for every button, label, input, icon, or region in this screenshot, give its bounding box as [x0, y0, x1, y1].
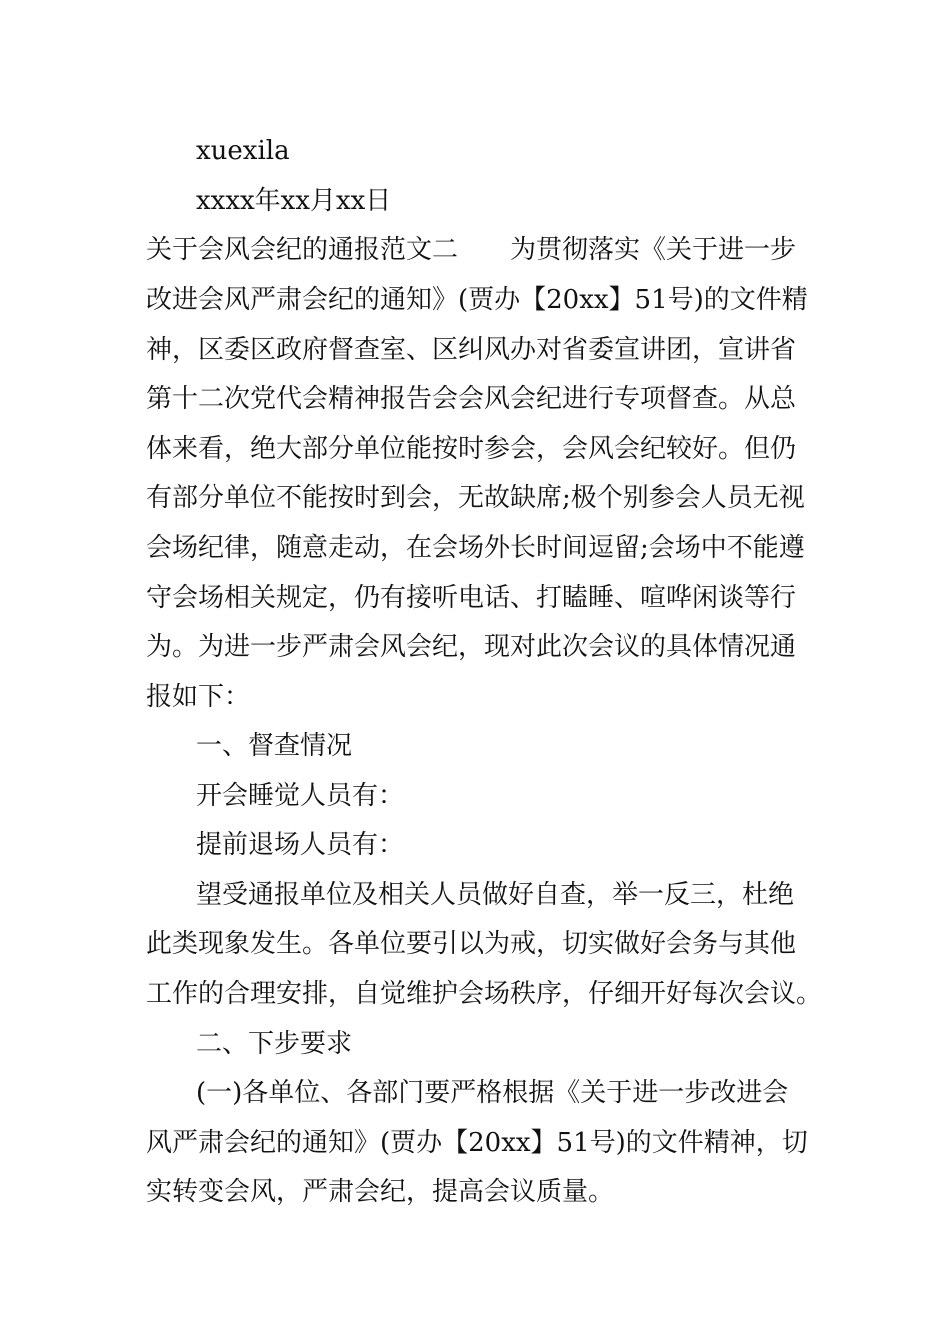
body-line: 守会场相关规定，仍有接听电话、打瞌睡、喧哗闲谈等行 [146, 583, 797, 613]
closing-line: 望受通报单位及相关人员做好自查，举一反三，杜绝 [196, 880, 795, 910]
body-line: 改进会风严肃会纪的通知》(贾办【20xx】51号)的文件精 [146, 285, 808, 315]
closing-line: 此类现象发生。各单位要引以为戒，切实做好会务与其他 [146, 929, 797, 959]
early-leave-label: 提前退场人员有： [196, 830, 405, 860]
body-line: 有部分单位不能按时到会，无故缺席;极个别参会人员无视 [146, 483, 805, 513]
signature: xuexila [196, 136, 290, 166]
body-line: 为。为进一步严肃会风会纪，现对此次会议的具体情况通 [146, 632, 797, 662]
body-line: 体来看，绝大部分单位能按时参会，会风会纪较好。但仍 [146, 434, 797, 464]
section-heading-1: 一、督查情况 [196, 731, 353, 761]
sleep-label: 开会睡觉人员有： [196, 781, 405, 811]
requirement-line: 实转变会风，严肃会纪，提高会议质量。 [146, 1177, 615, 1207]
body-line: 关于会风会纪的通报范文二 为贯彻落实《关于进一步 [146, 235, 797, 265]
body-line: 第十二次党代会精神报告会会风会纪进行专项督查。从总 [146, 384, 797, 414]
body-line: 报如下： [146, 682, 251, 712]
requirement-line: (一)各单位、各部门要严格根据《关于进一步改进会 [196, 1078, 789, 1108]
body-line: 神，区委区政府督查室、区纠风办对省委宣讲团，宣讲省 [146, 335, 797, 365]
body-line: 会场纪律，随意走动，在会场外长时间逗留;会场中不能遵 [146, 533, 805, 563]
requirement-line: 风严肃会纪的通知》(贾办【20xx】51号)的文件精神，切 [146, 1128, 808, 1158]
section-heading-2: 二、下步要求 [196, 1029, 353, 1059]
date-line: xxxx年xx月xx日 [196, 186, 392, 216]
closing-line: 工作的合理安排，自觉维护会场秩序，仔细开好每次会议。 [146, 979, 823, 1009]
